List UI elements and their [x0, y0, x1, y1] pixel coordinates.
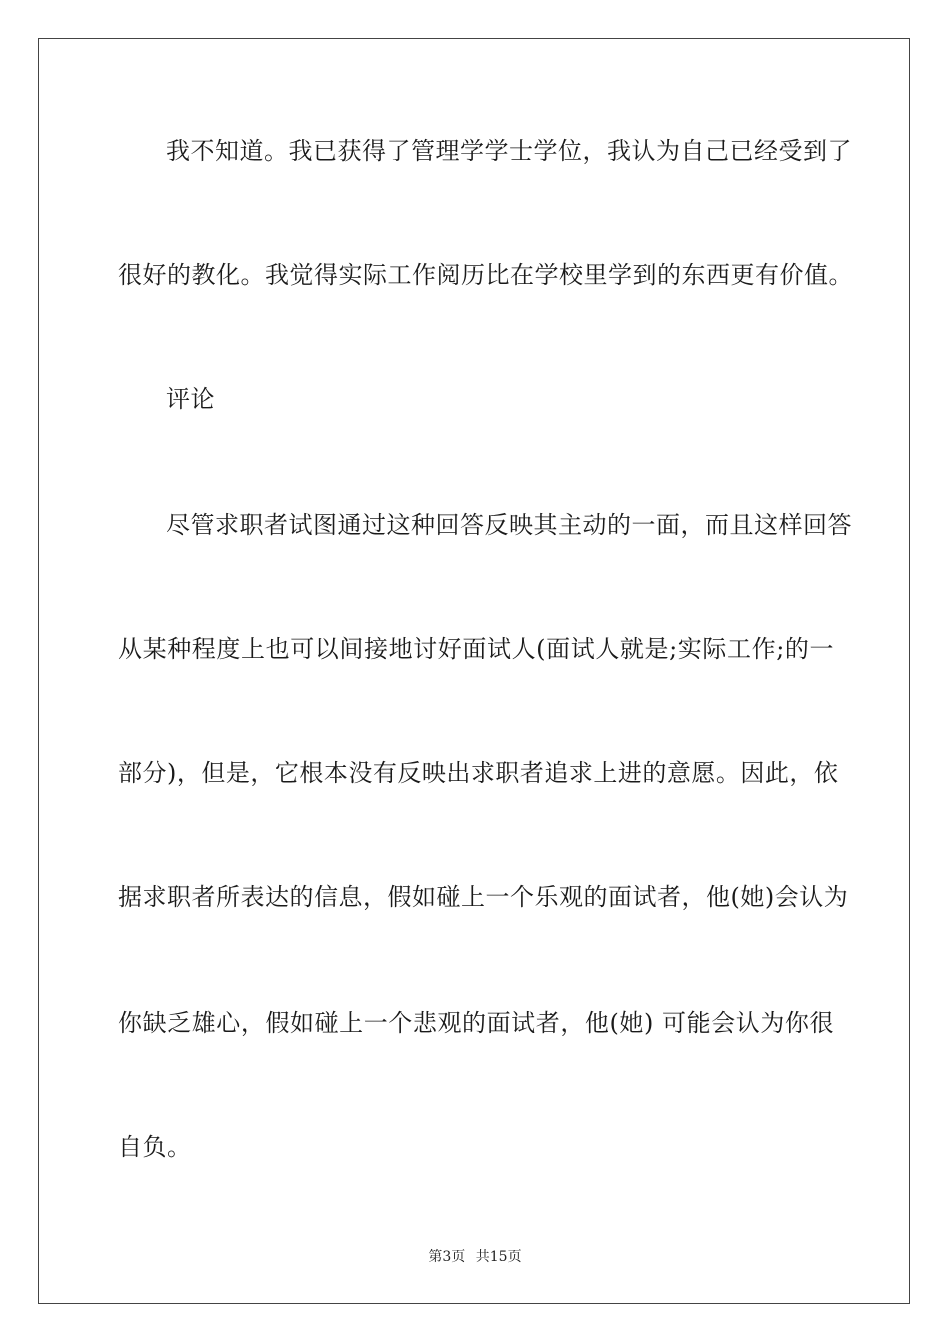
page-number: 第3页 — [428, 1249, 466, 1265]
section-heading: 评论 — [166, 385, 215, 413]
paragraph-line: 部分)，但是，它根本没有反映出求职者追求上进的意愿。因此，依 — [118, 759, 839, 787]
paragraph-line: 据求职者所表达的信息，假如碰上一个乐观的面试者，他(她)会认为 — [118, 883, 849, 911]
paragraph-line: 我不知道。我已获得了管理学学士学位，我认为自己已经受到了 — [166, 137, 852, 165]
paragraph-line: 尽管求职者试图通过这种回答反映其主动的一面，而且这样回答 — [166, 511, 852, 539]
paragraph-line: 很好的教化。我觉得实际工作阅历比在学校里学到的东西更有价值。 — [118, 261, 853, 289]
page-total: 共15页 — [475, 1249, 522, 1265]
paragraph-line: 自负。 — [118, 1133, 192, 1161]
paragraph-line: 你缺乏雄心，假如碰上一个悲观的面试者，他(她) 可能会认为你很 — [118, 1009, 834, 1037]
page-footer — [0, 1248, 950, 1266]
paragraph-line: 从某种程度上也可以间接地讨好面试人(面试人就是;实际工作;的一 — [118, 635, 834, 663]
page-border — [38, 38, 910, 1304]
